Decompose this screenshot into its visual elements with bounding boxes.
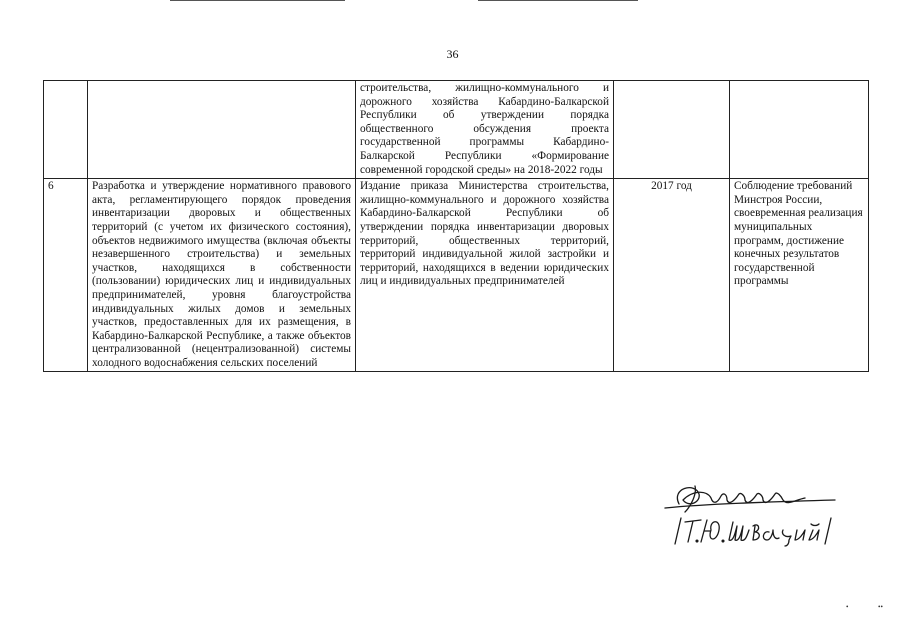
signature-name-text: /Т. Ю. Швачий/ [655, 547, 662, 548]
deadline-cell [614, 81, 730, 179]
scan-mark: • [846, 603, 849, 611]
task-cell: Разработка и утверждение нормативного правового акта, регламентирующего порядок проведения инвентаризации дворовых и общественных территорий (с учетом их физического состояния), объектов недвижимого имущества (включая объекты незавершенного строительства) и земельных участков, находящихся в собственности (пользовании) юридических лиц и индивидуальных предпринимателей, уровня благоустройства индивидуальных жилых домов и земельных участков, предоставленных для их размещения, в Кабардино-Балкарской Республике, а также объектов централизованной (нецентрализованной) системы холодного водоснабжения сельских поселений [88, 179, 356, 372]
handwritten-signature [655, 478, 860, 548]
row-number-cell: 6 [44, 179, 88, 372]
task-cell [88, 81, 356, 179]
row-number-cell [44, 81, 88, 179]
result-cell: Соблюдение требований Минстроя России, своевременная реализация муниципальных программ, достижение конечных результатов государственной программы [730, 179, 869, 372]
table-row [44, 81, 869, 179]
scan-mark: •• [878, 603, 883, 611]
deadline-cell: 2017 год [614, 179, 730, 372]
result-cell [730, 81, 869, 179]
page-number: 36 [446, 47, 459, 61]
table-row [44, 179, 869, 372]
document-cell: Издание приказа Министерства строительства, жилищно-коммунального и дорожного хозяйства Кабардино-Балкарской Республики об утверждении порядка инвентаризации дворовых территорий, общественных территорий, территорий индивидуальной жилой застройки и территорий, находящихся в ведении юридических лиц и индивидуальных предпринимателей [356, 179, 614, 372]
document-cell: строительства, жилищно-коммунального и дорожного хозяйства Кабардино-Балкарской Республики об утверждении порядка общественного обсуждения проекта государственной программы Кабардино-Балкарской Республики «Формирование современной городской среды» на 2018-2022 годы [356, 81, 614, 179]
plan-table [43, 80, 869, 372]
top-rule-right [478, 0, 638, 1]
top-rule-left [170, 0, 345, 1]
